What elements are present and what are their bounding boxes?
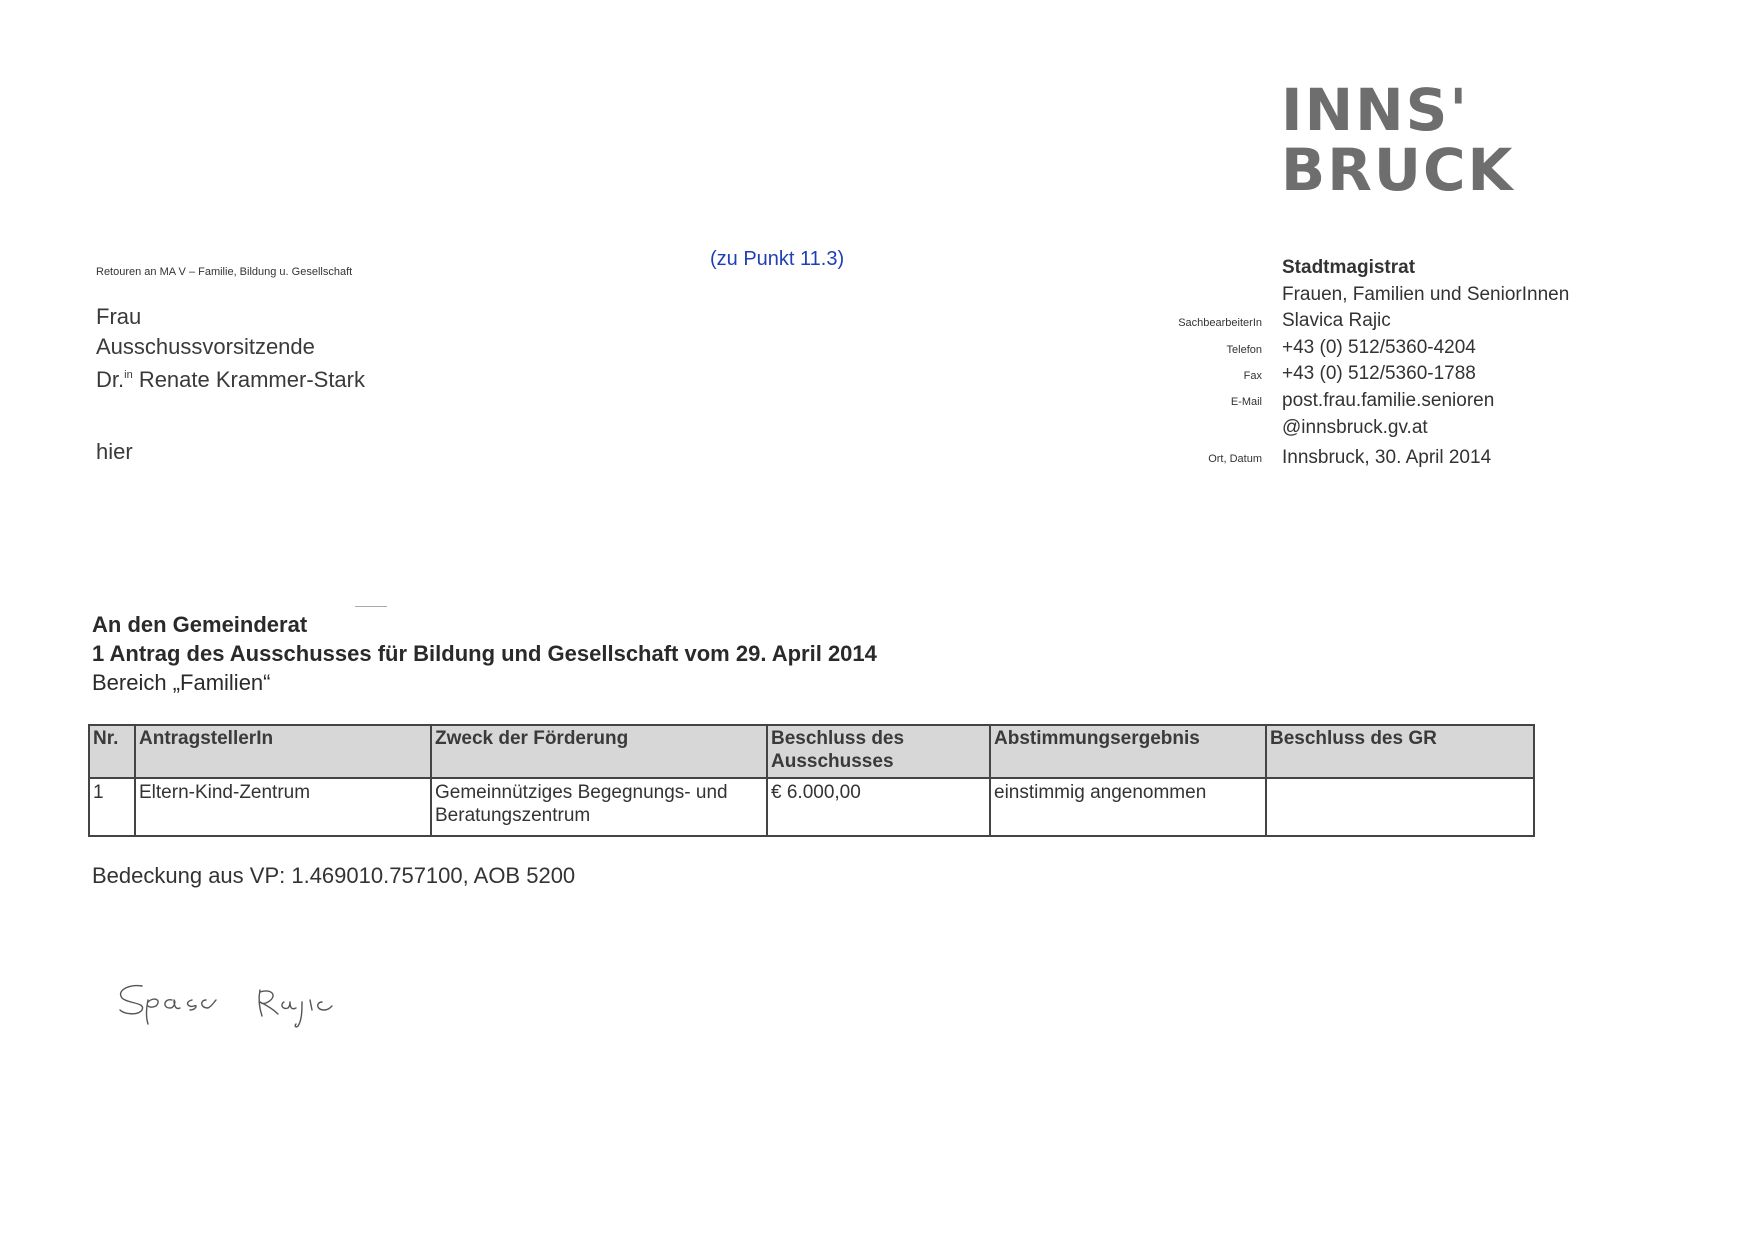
label-place-date: Ort, Datum <box>1208 453 1262 465</box>
recipient-role: Ausschussvorsitzende <box>96 333 315 359</box>
header-council: Beschluss des GR <box>1266 725 1534 778</box>
recipient-address <box>96 302 365 395</box>
recipient-title: Dr. <box>96 367 125 392</box>
recipient-name: Renate Krammer-Stark <box>138 367 365 392</box>
cell-council <box>1266 778 1534 836</box>
sender-place-date: Innsbruck, 30. April 2014 <box>1282 447 1492 468</box>
heading-area: Bereich „Familien“ <box>92 670 271 695</box>
label-clerk: SachbearbeiterIn <box>1178 317 1262 329</box>
header-committee-line1: Beschluss des <box>771 728 905 749</box>
header-committee <box>767 725 990 778</box>
header-purpose: Zweck der Förderung <box>431 725 767 778</box>
sender-labels <box>1120 0 1262 480</box>
label-fax: Fax <box>1243 370 1262 382</box>
sender-office: Stadtmagistrat <box>1282 257 1416 278</box>
cell-purpose-line2: Beratungszentrum <box>435 805 591 826</box>
header-committee-line2: Ausschusses <box>771 751 894 772</box>
logo-line-1: INNS' <box>1281 76 1470 144</box>
sender-department: Frauen, Familien und SeniorInnen <box>1282 284 1570 305</box>
sender-email-1: post.frau.familie.senioren <box>1282 390 1495 411</box>
sender-info <box>1282 0 1582 480</box>
sender-clerk: Slavica Rajic <box>1282 310 1391 331</box>
document-heading <box>92 610 877 697</box>
handwritten-signature <box>112 980 392 1040</box>
heading-addressee: An den Gemeinderat <box>92 612 308 637</box>
recipient-location: hier <box>96 439 133 464</box>
cell-purpose-line1: Gemeinnütziges Begegnungs- und <box>435 782 728 803</box>
cell-vote: einstimmig angenommen <box>990 778 1266 836</box>
logo-line-2: BRUCK <box>1281 136 1515 204</box>
recipient-salutation: Frau <box>96 304 142 329</box>
cell-committee: € 6.000,00 <box>767 778 990 836</box>
table-header-row <box>89 725 1534 778</box>
divider-mark <box>355 606 387 607</box>
recipient-name-line <box>96 361 365 395</box>
table-row <box>89 778 1534 836</box>
label-email: E-Mail <box>1230 396 1262 408</box>
agenda-item-note: (zu Punkt 11.3) <box>710 248 845 270</box>
cell-applicant: Eltern-Kind-Zentrum <box>135 778 431 836</box>
header-applicant: AntragstellerIn <box>135 725 431 778</box>
header-vote: Abstimmungsergebnis <box>990 725 1266 778</box>
sender-phone: +43 (0) 512/5360-4204 <box>1282 337 1476 358</box>
heading-subject: 1 Antrag des Ausschusses für Bildung und Gesellschaft vom 29. April 2014 <box>92 641 877 666</box>
return-address: Retouren an MA V – Familie, Bildung u. Gesellschaft <box>96 266 353 278</box>
funding-note: Bedeckung aus VP: 1.469010.757100, AOB 5200 <box>92 863 576 888</box>
recipient-title-sup: in <box>124 369 133 381</box>
header-nr: Nr. <box>89 725 135 778</box>
motion-table <box>88 724 1535 837</box>
sender-fax: +43 (0) 512/5360-1788 <box>1282 363 1476 384</box>
cell-nr: 1 <box>89 778 135 836</box>
cell-purpose <box>431 778 767 836</box>
label-phone: Telefon <box>1226 344 1262 356</box>
sender-email-2: @innsbruck.gv.at <box>1282 417 1428 438</box>
